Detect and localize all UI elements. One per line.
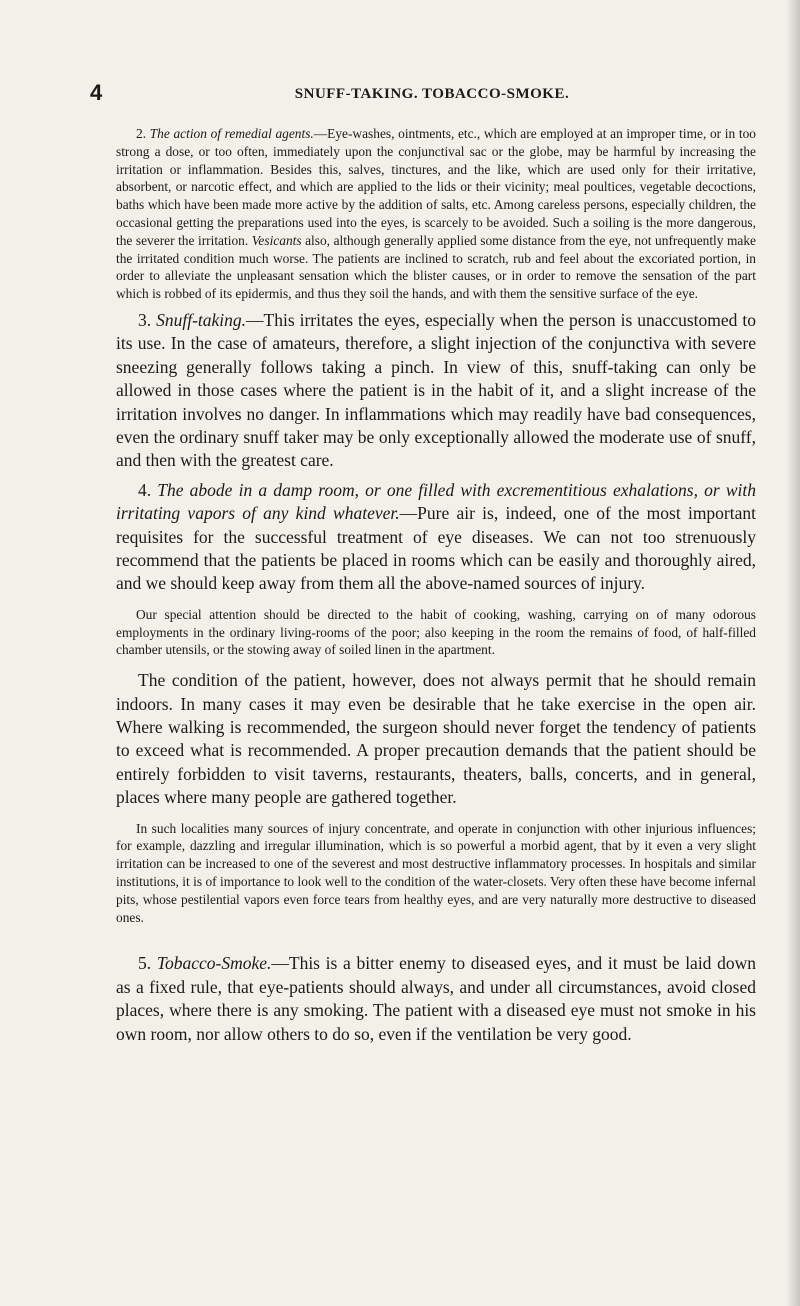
section-number: 5. <box>138 953 157 974</box>
inline-term: Vesicants <box>251 232 302 248</box>
note-odorous-employments: Our special attention should be directed to the habit of cooking, washing, carrying on of many odorous employments in the ordinary living-rooms of the poor; also keeping in the room the remains of food, of half-filled chamber utensils, or the stowing away of soiled linen in the apartment. <box>116 606 756 658</box>
section-number: 2. <box>136 126 150 141</box>
section-title: Snuff-taking. <box>156 309 247 330</box>
paragraph-tobacco-smoke <box>116 952 756 1046</box>
note-injurious-localities: In such localities many sources of injury concentrate, and operate in conjunction with other injurious influences; for example, dazzling and irregular illumination, which is so powerful a morbid agent, that by it even a very slight irritation can be increased to one of the severest and most destructive inflammatory processes. In hospitals and similar institutions, it is of importance to look well to the condition of the water-closets. Very often these have become infernal pits, whose pestilential vapors even force tears from healthy eyes, and are very naturally more destructive to diseased ones. <box>116 820 756 925</box>
paragraph-text: —This is a bitter enemy to diseased eyes, and it must be laid down as a fixed rule, that eye-patients should always, and under all circumstances, avoid closed places, where there is any smoking. The patient with a diseased eye must not smoke in his own room, nor allow others to do so, even if the ventilation be very good. <box>116 953 757 1044</box>
paragraph-text: also, although generally applied some distance from the eye, not unfrequently make the irritated condition much worse. The patients are inclined to scratch, rub and feel about the excoriated portion, in order to alleviate the unpleasant sensation which the blister causes, or in order to remove the sensation of the part which is robbed of its epidermis, and thus they soil the hands, and with them the sensitive surface of the eye. <box>116 232 757 302</box>
section-title: The abode in a damp room, or one filled with excrementitious exhalations, or with irritating vapors of any kind whatever. <box>116 479 756 524</box>
paragraph-patient-condition: The condition of the patient, however, does not always permit that he should remain indoors. In many cases it may even be desirable that he take exercise in the open air. Where walking is recommended, the surgeon should never forget the tendency of patients to exceed what is recommended. A proper precaution demands that the patient should be entirely forbidden to visit taverns, restaurants, theaters, balls, concerts, and in general, places where many people are gathered together. <box>116 670 756 808</box>
paragraph-text: —Pure air is, indeed, one of the most important requisites for the successful treatment of eye diseases. We can not too strenuously recommend that the patients be placed in rooms which can be easily and thoroughly aired, and we should keep away from them all the above-named sources of injury. <box>116 503 756 594</box>
paragraph-text: —This irritates the eyes, especially when the person is unaccustomed to its use. In the case of amateurs, therefore, a slight injection of the conjunctiva with severe sneezing generally follows taking a pinch. In view of this, snuff-taking can only be allowed in those cases where the patient is in the habit of it, and a slight increase of the irritation involves no danger. In inflammations which may readily have bad consequences, even the ordinary snuff taker may be only exceptionally allowed the moderate use of snuff, and then with the greatest care. <box>116 309 756 471</box>
section-title: The action of remedial agents. <box>149 126 314 141</box>
paragraph-remedial-agents <box>116 125 756 303</box>
section-title: Tobacco-Smoke. <box>156 953 272 974</box>
section-number: 3. <box>138 309 157 330</box>
page-edge-shadow <box>786 0 800 1306</box>
paragraph-damp-room <box>116 479 756 596</box>
running-head: SNUFF-TAKING. TOBACCO-SMOKE. <box>294 86 570 102</box>
page-header <box>90 80 752 110</box>
page-body <box>116 125 756 1046</box>
paragraph-text: —Eye-washes, ointments, etc., which are employed at an improper time, or in too strong a dose, or too often, immediately upon the conjunctival sac or the globe, may be harmful by increasing the irritation or inflammation. Besides this, salves, tinctures, and the like, which are used only for their irritative, absorbent, or narcotic effect, and which are applied to the lids or their vicinity; meal poultices, vegetable decoctions, baths which have been made more active by the addition of salts, etc. Among careless persons, especially children, the occasional getting the preparations used into the eyes, is scarcely to be avoided. Such a soiling is the more dangerous, the severer the irritation. <box>116 126 757 248</box>
page-number: 4 <box>90 80 103 105</box>
paragraph-snuff-taking <box>116 309 756 473</box>
section-number: 4. <box>138 479 158 500</box>
